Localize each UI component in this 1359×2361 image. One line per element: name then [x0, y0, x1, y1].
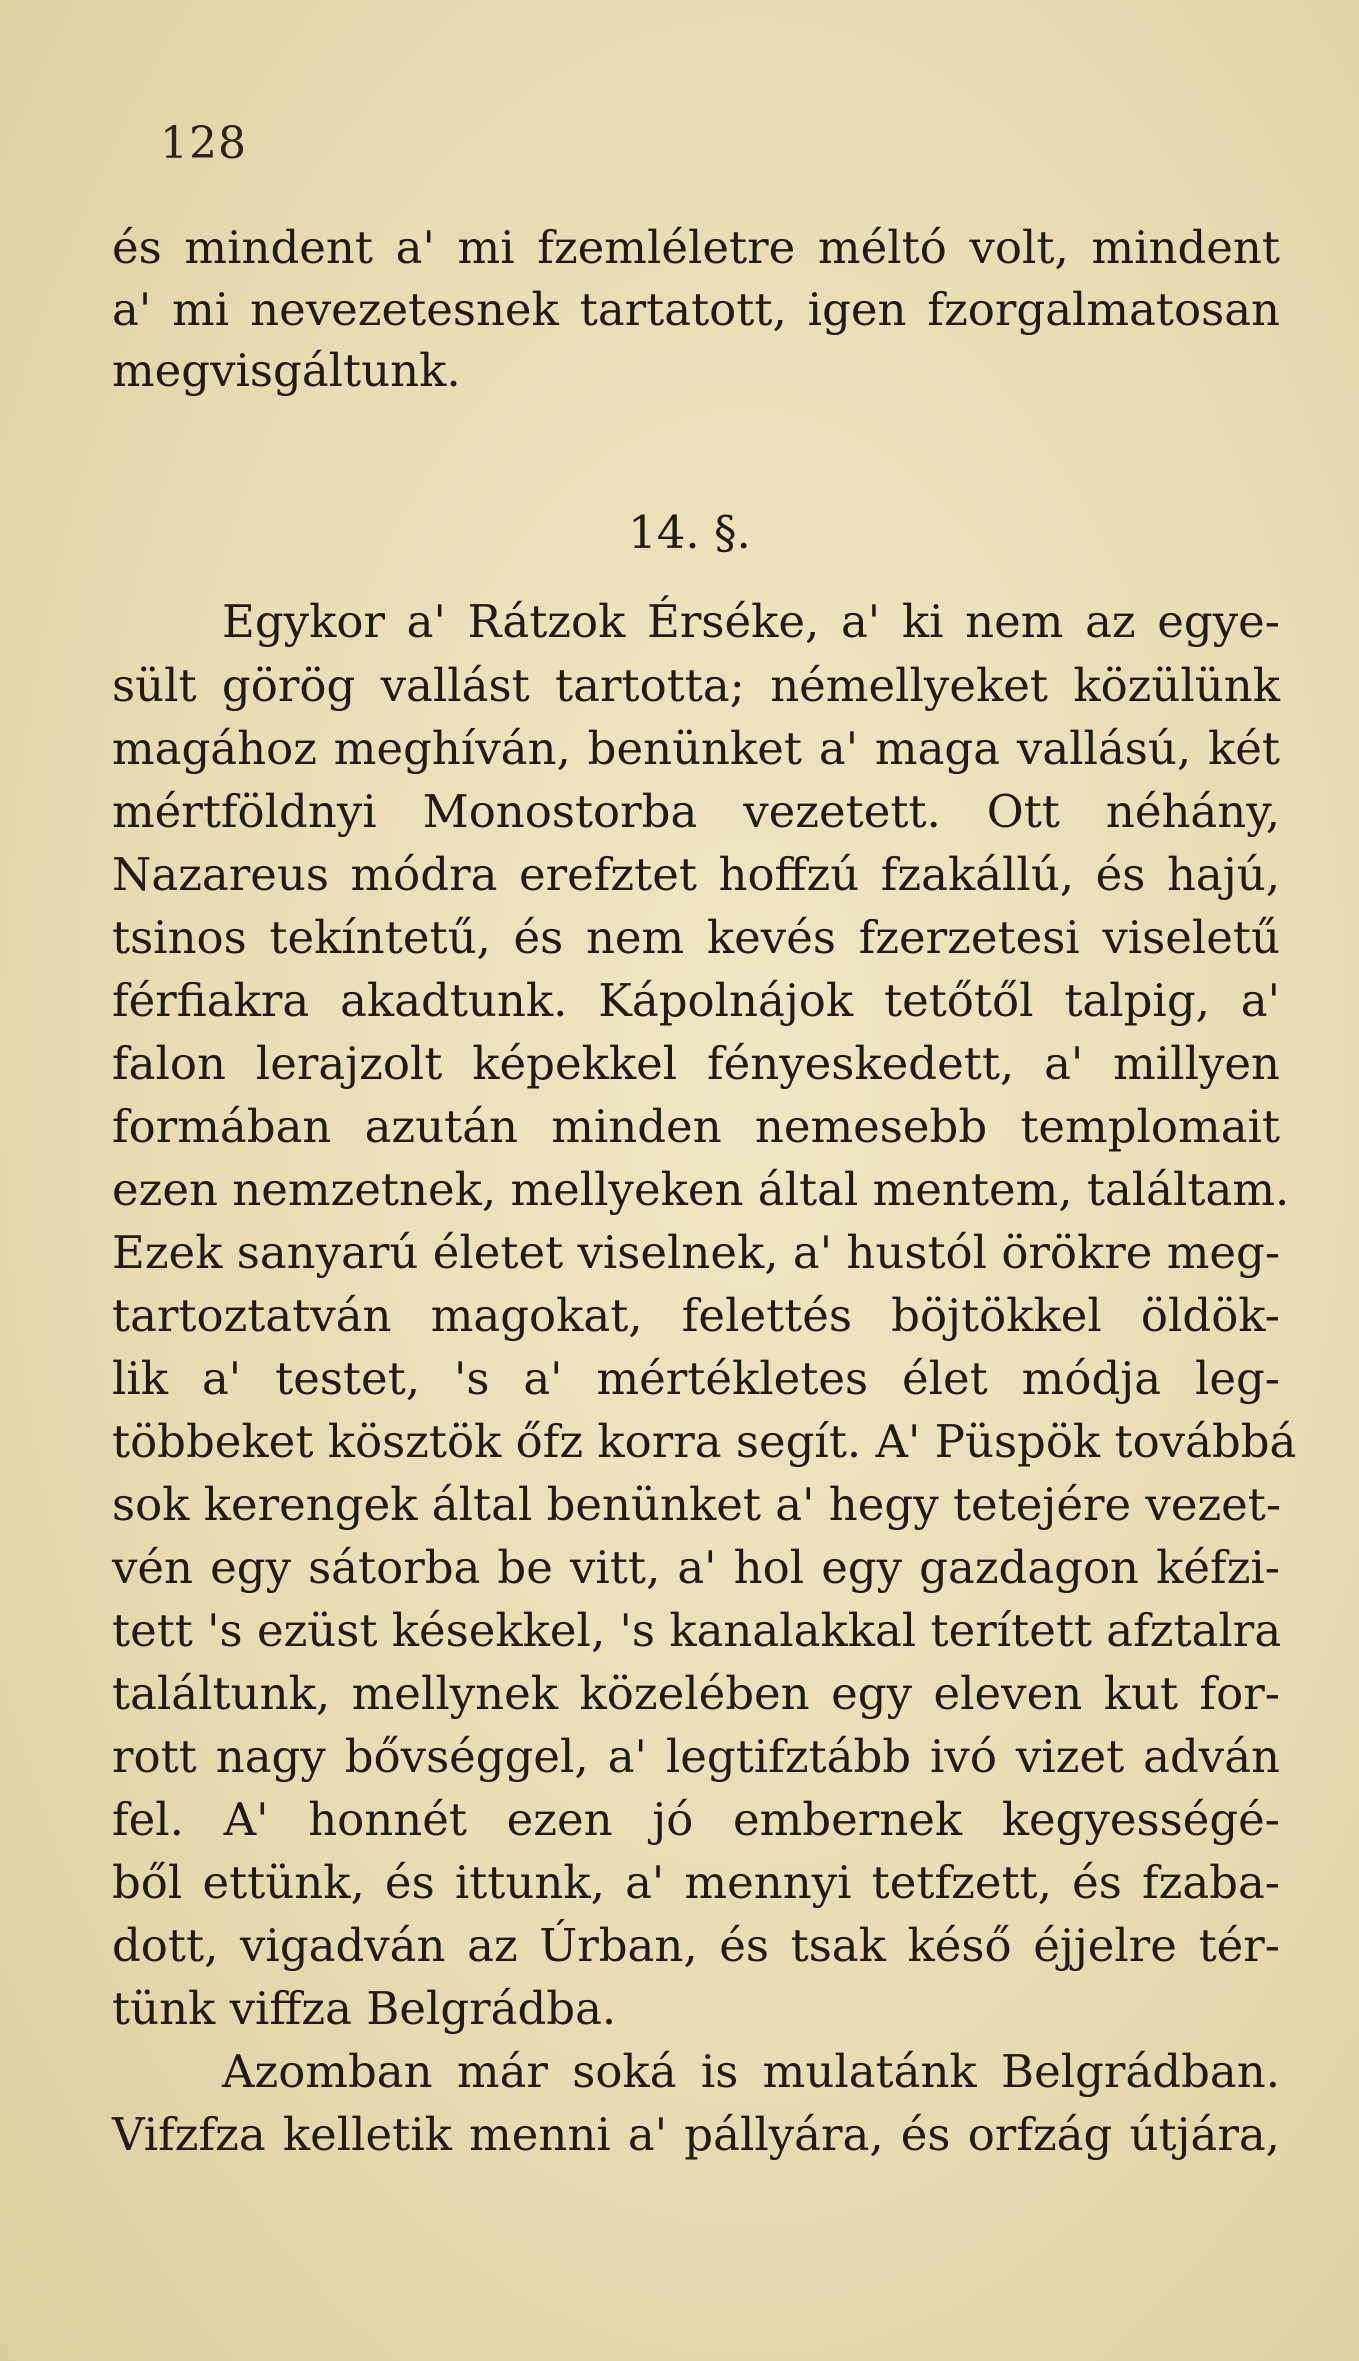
- text-line: Vifzfza kelletik menni a' pállyára, és orfzág útjára,: [112, 2108, 1280, 2161]
- text-line: találtunk, mellynek közelében egy eleven kut for-: [112, 1667, 1280, 1720]
- text-line: a' mi nevezetesnek tartatott, igen fzorgalmatosan: [112, 283, 1280, 336]
- text-line: Ezek sanyarú életet viselnek, a' hustól örökre meg-: [112, 1226, 1281, 1279]
- text-line: vén egy sátorba be vitt, a' hol egy gazdagon kéfzi-: [112, 1541, 1280, 1594]
- text-line: tartoztatván magokat, felettés böjtökkel öldök-: [112, 1289, 1280, 1342]
- text-line: magához meghíván, benünket a' maga vallású, két: [112, 722, 1280, 775]
- text-line: dott, vigadván az Úrban, és tsak késő éjjelre tér-: [112, 1919, 1280, 1972]
- section-heading: 14. §.: [628, 506, 751, 559]
- text-line: megvisgáltunk.: [112, 344, 461, 397]
- text-line: Azomban már soká is mulatánk Belgrádban.: [222, 2045, 1280, 2098]
- text-line: tett 's ezüst késekkel, 's kanalakkal terített afztalra: [112, 1604, 1282, 1657]
- text-line: sok kerengek által benünket a' hegy tetejére vezet-: [112, 1478, 1282, 1531]
- text-line: mértföldnyi Monostorba vezetett. Ott néhány,: [112, 785, 1280, 838]
- text-line: ből ettünk, és ittunk, a' mennyi tetfzett, és fzaba-: [112, 1856, 1280, 1909]
- text-line: fel. A' honnét ezen jó embernek kegyességé-: [112, 1793, 1280, 1846]
- text-line: tünk viffza Belgrádba.: [112, 1982, 617, 2035]
- page-number: 128: [160, 118, 247, 169]
- text-line: rott nagy bővséggel, a' legtifztább ivó vizet adván: [112, 1730, 1280, 1783]
- text-line: többeket kösztök őfz korra segít. A' Püspök továbbá: [112, 1415, 1297, 1468]
- text-line: tsinos tekíntetű, és nem kevés fzerzetesi viseletű: [112, 911, 1280, 964]
- text-line: Nazareus módra erefztet hoffzú fzakállú, és hajú,: [112, 848, 1280, 901]
- text-line: Egykor a' Rátzok Érséke, a' ki nem az egye-: [222, 595, 1280, 648]
- text-line: falon lerajzolt képekkel fényeskedett, a' millyen: [112, 1037, 1280, 1090]
- text-line: formában azután minden nemesebb templomait: [112, 1100, 1280, 1153]
- text-line: férfiakra akadtunk. Kápolnájok tetőtől talpig, a': [112, 974, 1280, 1027]
- text-line: és mindent a' mi fzemléletre méltó volt, mindent: [112, 221, 1280, 274]
- text-line: ezen nemzetnek, mellyeken által mentem, találtam.: [112, 1163, 1290, 1216]
- text-line: lik a' testet, 's a' mértékletes élet módja leg-: [112, 1352, 1280, 1405]
- text-line: sült görög vallást tartotta; némellyeket közülünk: [112, 659, 1280, 712]
